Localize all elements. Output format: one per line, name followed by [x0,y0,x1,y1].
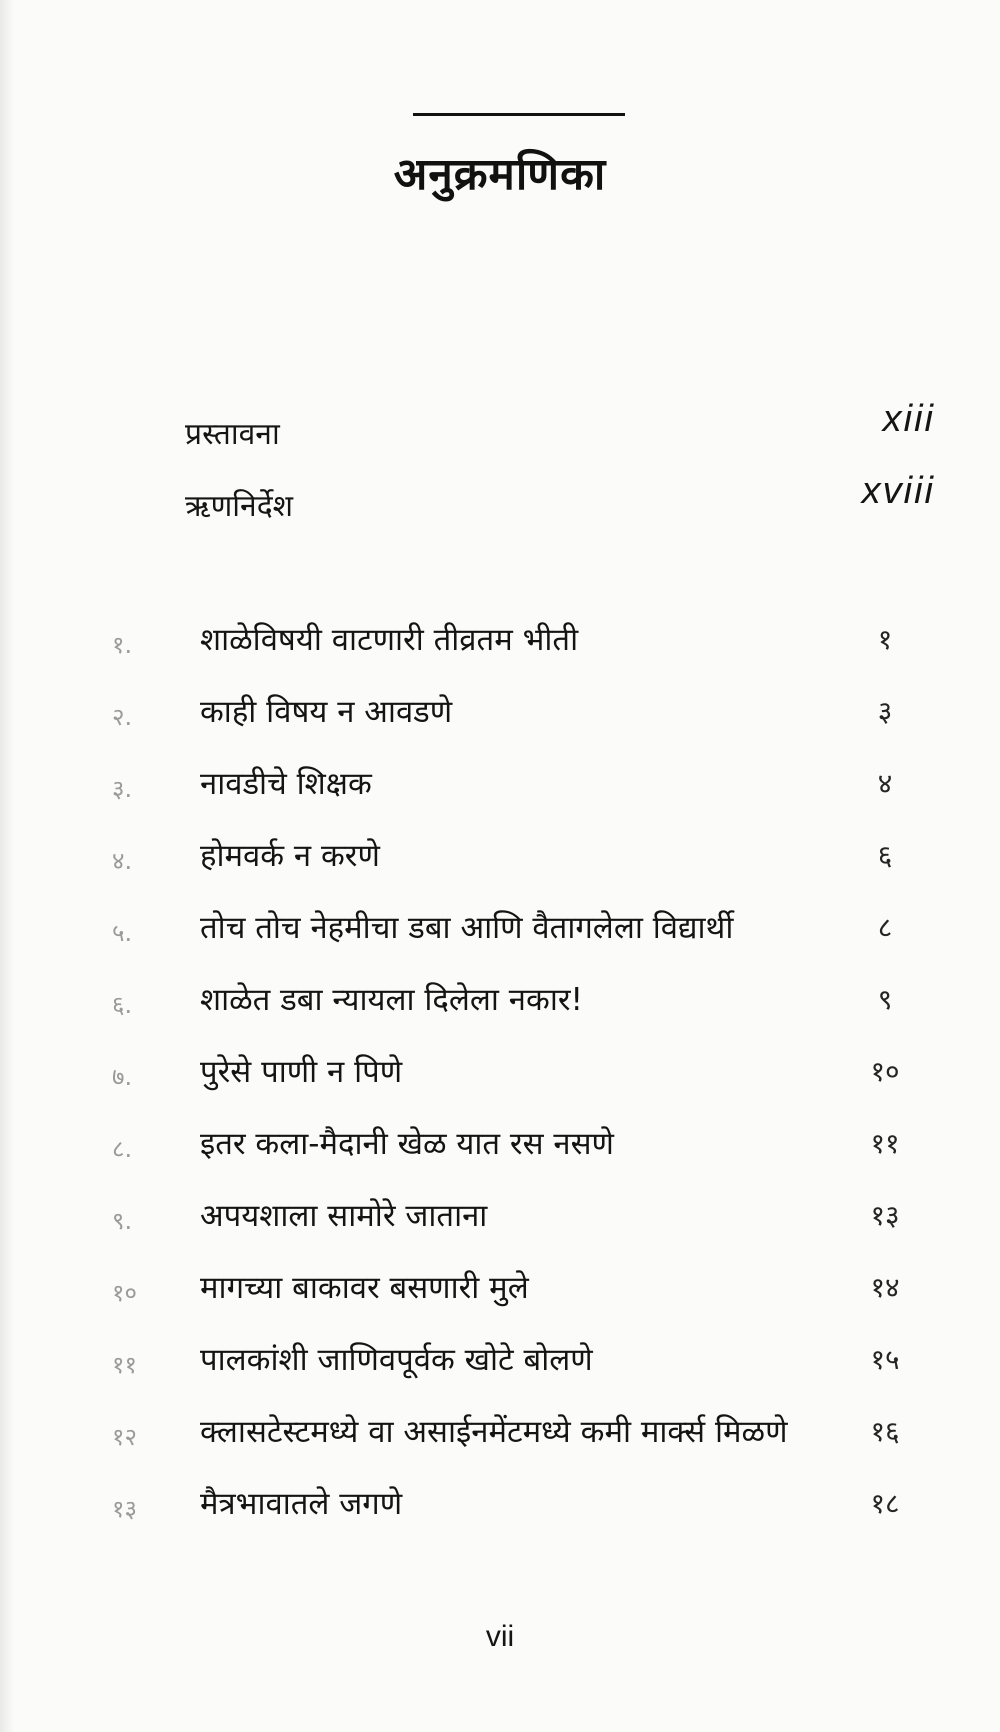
contents-entry [0,1188,1000,1244]
entry-number: १० [112,1279,137,1307]
entry-page: ६ [877,839,893,872]
entry-page: १५ [870,1343,900,1376]
entry-number: ९. [112,1207,133,1235]
entry-page: १४ [870,1271,900,1304]
entry-page: १६ [870,1415,900,1448]
contents-entry [0,612,1000,668]
entry-title: शाळेत डबा न्यायला दिलेला नकार! [200,982,583,1018]
contents-entry [0,1476,1000,1532]
entry-title: मैत्रभावातले जगणे [200,1486,403,1522]
entry-title: पुरेसे पाणी न पिणे [200,1054,403,1090]
entry-page: ३ [877,695,893,728]
entry-number: ३. [112,775,133,803]
front-matter-row-acknowledgement [0,470,1000,530]
front-matter-row-preface [0,398,1000,458]
entry-title: मागच्या बाकावर बसणारी मुले [200,1270,529,1306]
page-number: vii [485,1620,515,1653]
entry-page: ८ [877,911,893,944]
entry-title: पालकांशी जाणिवपूर्वक खोटे बोलणे [200,1342,593,1378]
contents-entry [0,684,1000,740]
entry-number: ११ [112,1351,137,1379]
entry-title: होमवर्क न करणे [200,838,380,874]
entry-number: ६. [112,991,133,1019]
front-matter-label: प्रस्तावना [185,417,280,452]
contents-entry [0,1044,1000,1100]
entry-title: काही विषय न आवडणे [200,694,453,730]
contents-entry [0,1116,1000,1172]
entry-page: ४ [877,767,893,800]
entry-number: ८. [112,1135,133,1163]
entry-page: ९ [877,983,893,1016]
contents-entry [0,1404,1000,1460]
entry-title: तोच तोच नेहमीचा डबा आणि वैतागलेला विद्यार्थी [200,910,734,946]
front-matter-page: xiii [882,398,935,440]
entry-number: ७. [112,1063,133,1091]
entry-page: १८ [870,1487,900,1520]
entry-page: १ [877,623,893,656]
contents-entry [0,1332,1000,1388]
entry-title: इतर कला-मैदानी खेळ यात रस नसणे [200,1126,614,1162]
entry-number: १२ [112,1423,137,1451]
entry-number: २. [112,703,133,731]
entry-page: १० [870,1055,900,1088]
entry-title: नावडीचे शिक्षक [200,766,372,802]
entry-number: १. [112,631,133,659]
page-title: अनुक्रमणिका [393,149,607,200]
entry-title: शाळेविषयी वाटणारी तीव्रतम भीती [200,622,579,658]
entry-title: क्लासटेस्टमध्ये वा असाईनमेंटमध्ये कमी मार्क्स मिळणे [200,1414,788,1450]
entry-number: ५. [112,919,133,947]
contents-entry [0,900,1000,956]
entry-number: ४. [112,847,133,875]
entry-title: अपयशाला सामोरे जाताना [200,1198,488,1234]
contents-entry [0,828,1000,884]
entry-page: १३ [870,1199,900,1232]
contents-entry [0,756,1000,812]
title-rule [413,113,625,116]
contents-entry [0,972,1000,1028]
entry-number: १३ [112,1495,137,1523]
front-matter-label: ऋणनिर्देश [185,489,294,524]
entry-page: ११ [870,1127,900,1160]
front-matter-page: xviii [861,470,935,512]
contents-entry [0,1260,1000,1316]
